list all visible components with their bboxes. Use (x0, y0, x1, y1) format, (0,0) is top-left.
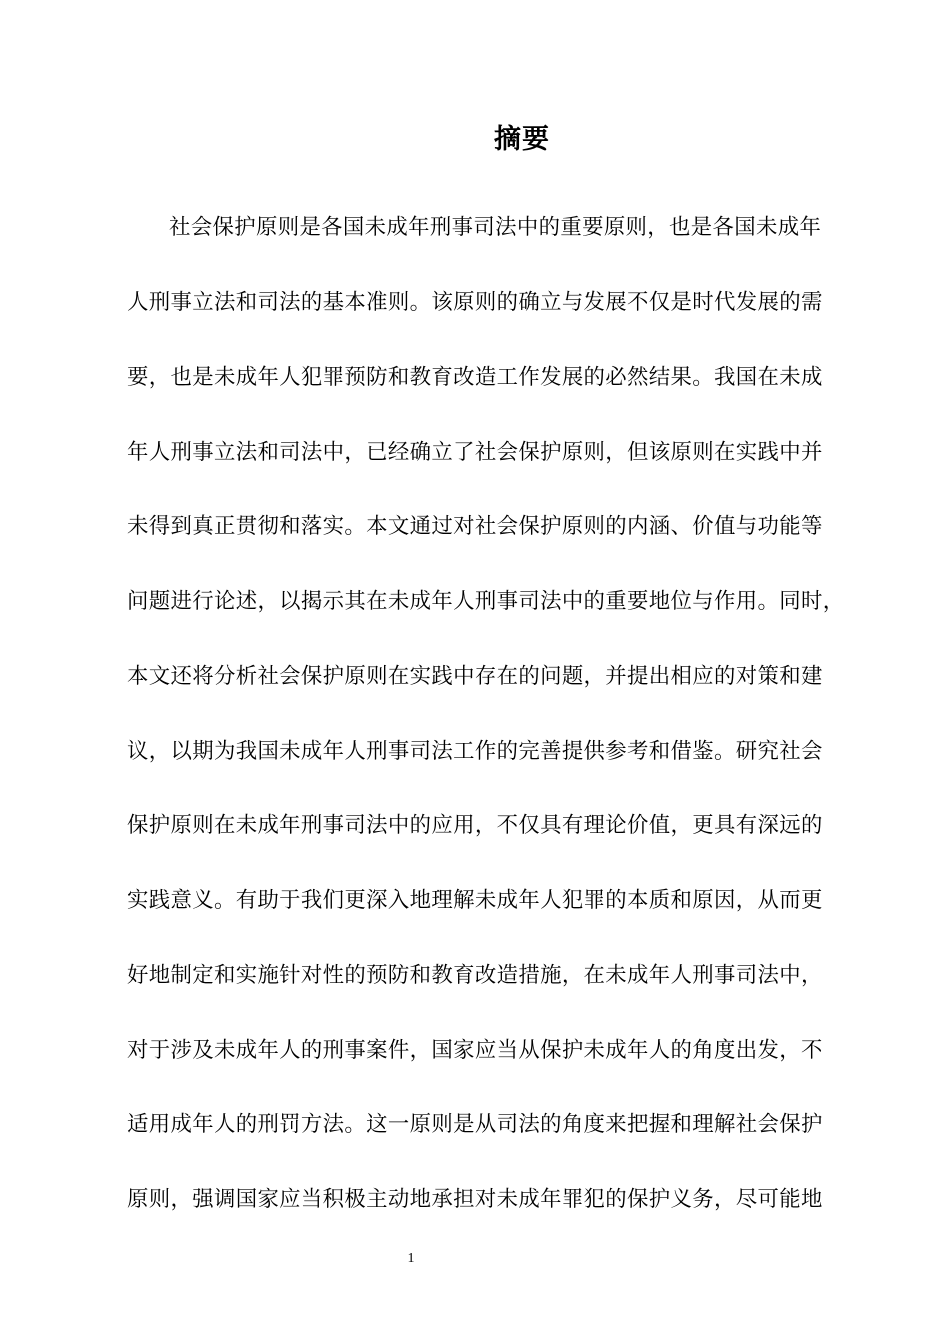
paragraph-line-14: 原则，强调国家应当积极主动地承担对未成年罪犯的保护义务，尽可能地 (127, 1187, 823, 1212)
paragraph-line-11: 好地制定和实施针对性的预防和教育改造措施，在未成年人刑事司法中， (127, 963, 823, 988)
abstract-title: 摘要 (494, 124, 550, 155)
paragraph-line-9: 保护原则在未成年刑事司法中的应用，不仅具有理论价值，更具有深远的 (127, 813, 823, 838)
paragraph-line-3: 要，也是未成年人犯罪预防和教育改造工作发展的必然结果。我国在未成 (127, 365, 823, 390)
paragraph-line-6: 问题进行论述，以揭示其在未成年人刑事司法中的重要地位与作用。同时， (127, 589, 845, 614)
paragraph-line-5: 未得到真正贯彻和落实。本文通过对社会保护原则的内涵、价值与功能等 (127, 514, 823, 539)
paragraph-line-10: 实践意义。有助于我们更深入地理解未成年人犯罪的本质和原因，从而更 (127, 888, 823, 913)
paragraph-line-12: 对于涉及未成年人的刑事案件，国家应当从保护未成年人的角度出发，不 (127, 1038, 823, 1063)
paragraph-line-13: 适用成年人的刑罚方法。这一原则是从司法的角度来把握和理解社会保护 (127, 1112, 823, 1137)
paragraph-line-2: 人刑事立法和司法的基本准则。该原则的确立与发展不仅是时代发展的需 (127, 290, 823, 315)
paragraph-line-8: 议，以期为我国未成年人刑事司法工作的完善提供参考和借鉴。研究社会 (127, 739, 823, 764)
paragraph-line-1: 社会保护原则是各国未成年刑事司法中的重要原则，也是各国未成年 (169, 215, 822, 240)
paragraph-line-4: 年人刑事立法和司法中，已经确立了社会保护原则，但该原则在实践中并 (127, 440, 823, 465)
paragraph-line-7: 本文还将分析社会保护原则在实践中存在的问题，并提出相应的对策和建 (127, 664, 823, 689)
page-number: 1 (407, 1251, 415, 1266)
